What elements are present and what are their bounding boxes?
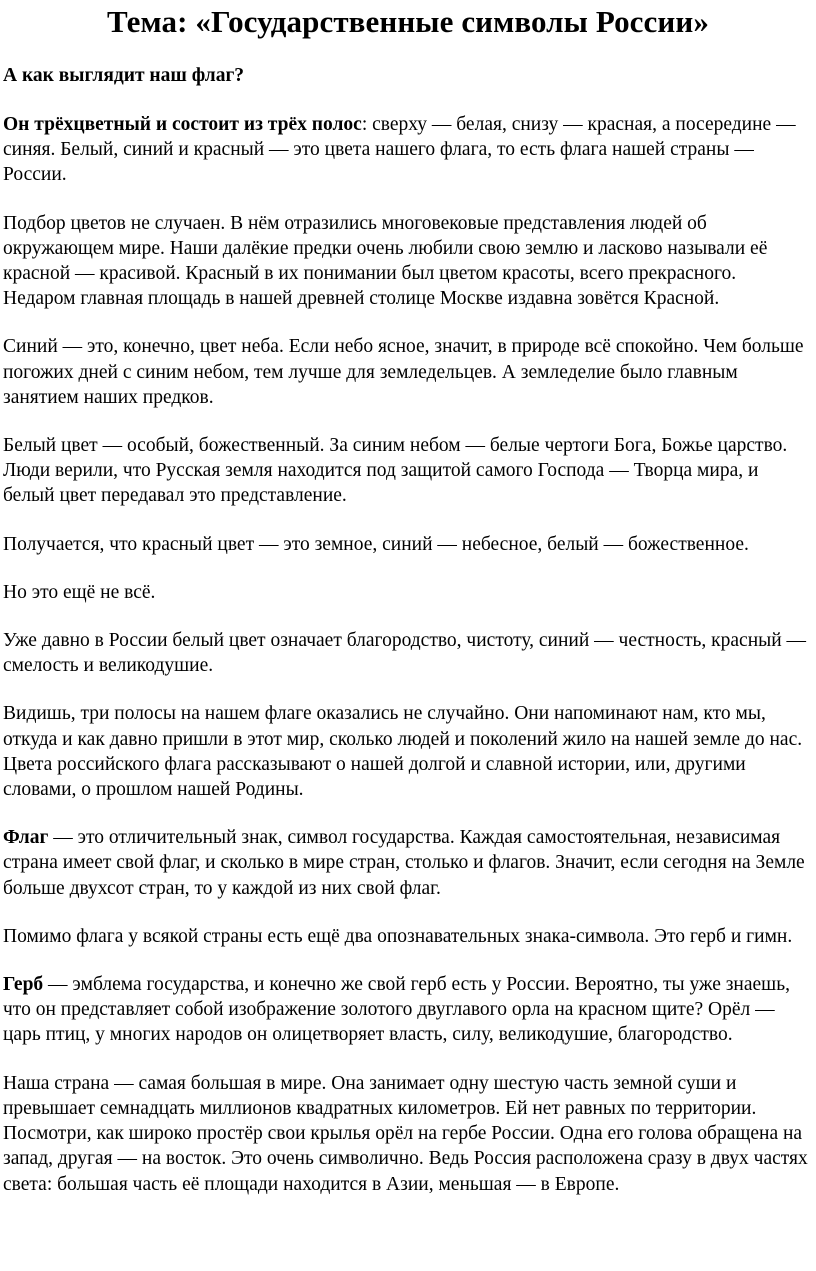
paragraph-text: : сверху — белая, снизу — красная, а посередине — синяя. Белый, синий и красный — это цвета нашего флага, то есть флага нашей страны — России. bbox=[3, 114, 796, 186]
question-heading: А как выглядит наш флаг? bbox=[3, 65, 245, 86]
bold-term-flag: Флаг bbox=[3, 827, 49, 849]
paragraph-text: — эмблема государства, и конечно же свой герб есть у России. Вероятно, ты уже знаешь, что он представляет собой изображение золотого двуглавого орла на красном щите? Орёл — царь птиц, у многих народов он олицетворяет власть, силу, великодушие, благородство. bbox=[3, 974, 790, 1046]
paragraph-not-all: Но это ещё не всё. bbox=[3, 581, 156, 603]
paragraph-other-symbols: Помимо флага у всякой страны есть ещё два опознавательных знака-символа. Это герб и гимн. bbox=[3, 925, 793, 947]
bold-term-coat-of-arms: Герб bbox=[3, 974, 44, 996]
paragraph-modern-meaning: Уже давно в России белый цвет означает благородство, чистоту, синий — честность, красный — смелость и великодушие. bbox=[3, 630, 807, 677]
bold-lead-flag-stripes: Он трёхцветный и состоит из трёх полос bbox=[3, 114, 362, 135]
document-title: Тема: «Государственные символы России» bbox=[107, 4, 709, 39]
paragraph-blue-meaning: Синий — это, конечно, цвет неба. Если небо ясное, значит, в природе всё спокойно. Чем больше погожих дней с синим небом, тем лучше для земледельцев. А земледелие было главным занятием наших предков. bbox=[3, 336, 804, 408]
paragraph-flag-definition bbox=[3, 825, 813, 901]
paragraph-summary: Получается, что красный цвет — это земное, синий — небесное, белый — божественное. bbox=[3, 533, 749, 555]
paragraph-flag-description bbox=[3, 112, 813, 188]
paragraph-colors-choice: Подбор цветов не случаен. В нём отразились многовековые представления людей об окружающем мире. Наши далёкие предки очень любили свою землю и ласково называли её красной — красивой. Красный в их понимании был цветом красоты, всего прекрасного. Недаром главная площадь в нашей древней столице Москве издавна зовётся Красной. bbox=[3, 212, 768, 310]
paragraph-coat-of-arms bbox=[3, 972, 813, 1048]
paragraph-country-size: Наша страна — самая большая в мире. Она занимает одну шестую часть земной суши и превышает семнадцать миллионов квадратных километров. Ей нет равных по территории. Посмотри, как широко простёр свои крылья орёл на гербе России. Одна его голова обращена на запад, другая — на восток. Это очень символично. Ведь Россия расположена сразу в двух частях света: большая часть её площади находится в Азии, меньшая — в Европе. bbox=[3, 1072, 808, 1195]
paragraph-stripes-history: Видишь, три полосы на нашем флаге оказались не случайно. Они напоминают нам, кто мы, откуда и как давно пришли в этот мир, сколько людей и поколений жило на нашей земле до нас. Цвета российского флага рассказывают о нашей долгой и славной истории, или, другими словами, о прошлом нашей Родины. bbox=[3, 703, 803, 801]
paragraph-text: — это отличительный знак, символ государства. Каждая самостоятельная, независимая страна имеет свой флаг, и сколько в мире стран, столько и флагов. Значит, если сегодня на Земле больше двухсот стран, то у каждой из них свой флаг. bbox=[3, 827, 805, 899]
paragraph-white-meaning: Белый цвет — особый, божественный. За синим небом — белые чертоги Бога, Божье царство. Люди верили, что Русская земля находится под защитой самого Господа — Творца мира, и белый цвет передавал это представление. bbox=[3, 435, 788, 507]
